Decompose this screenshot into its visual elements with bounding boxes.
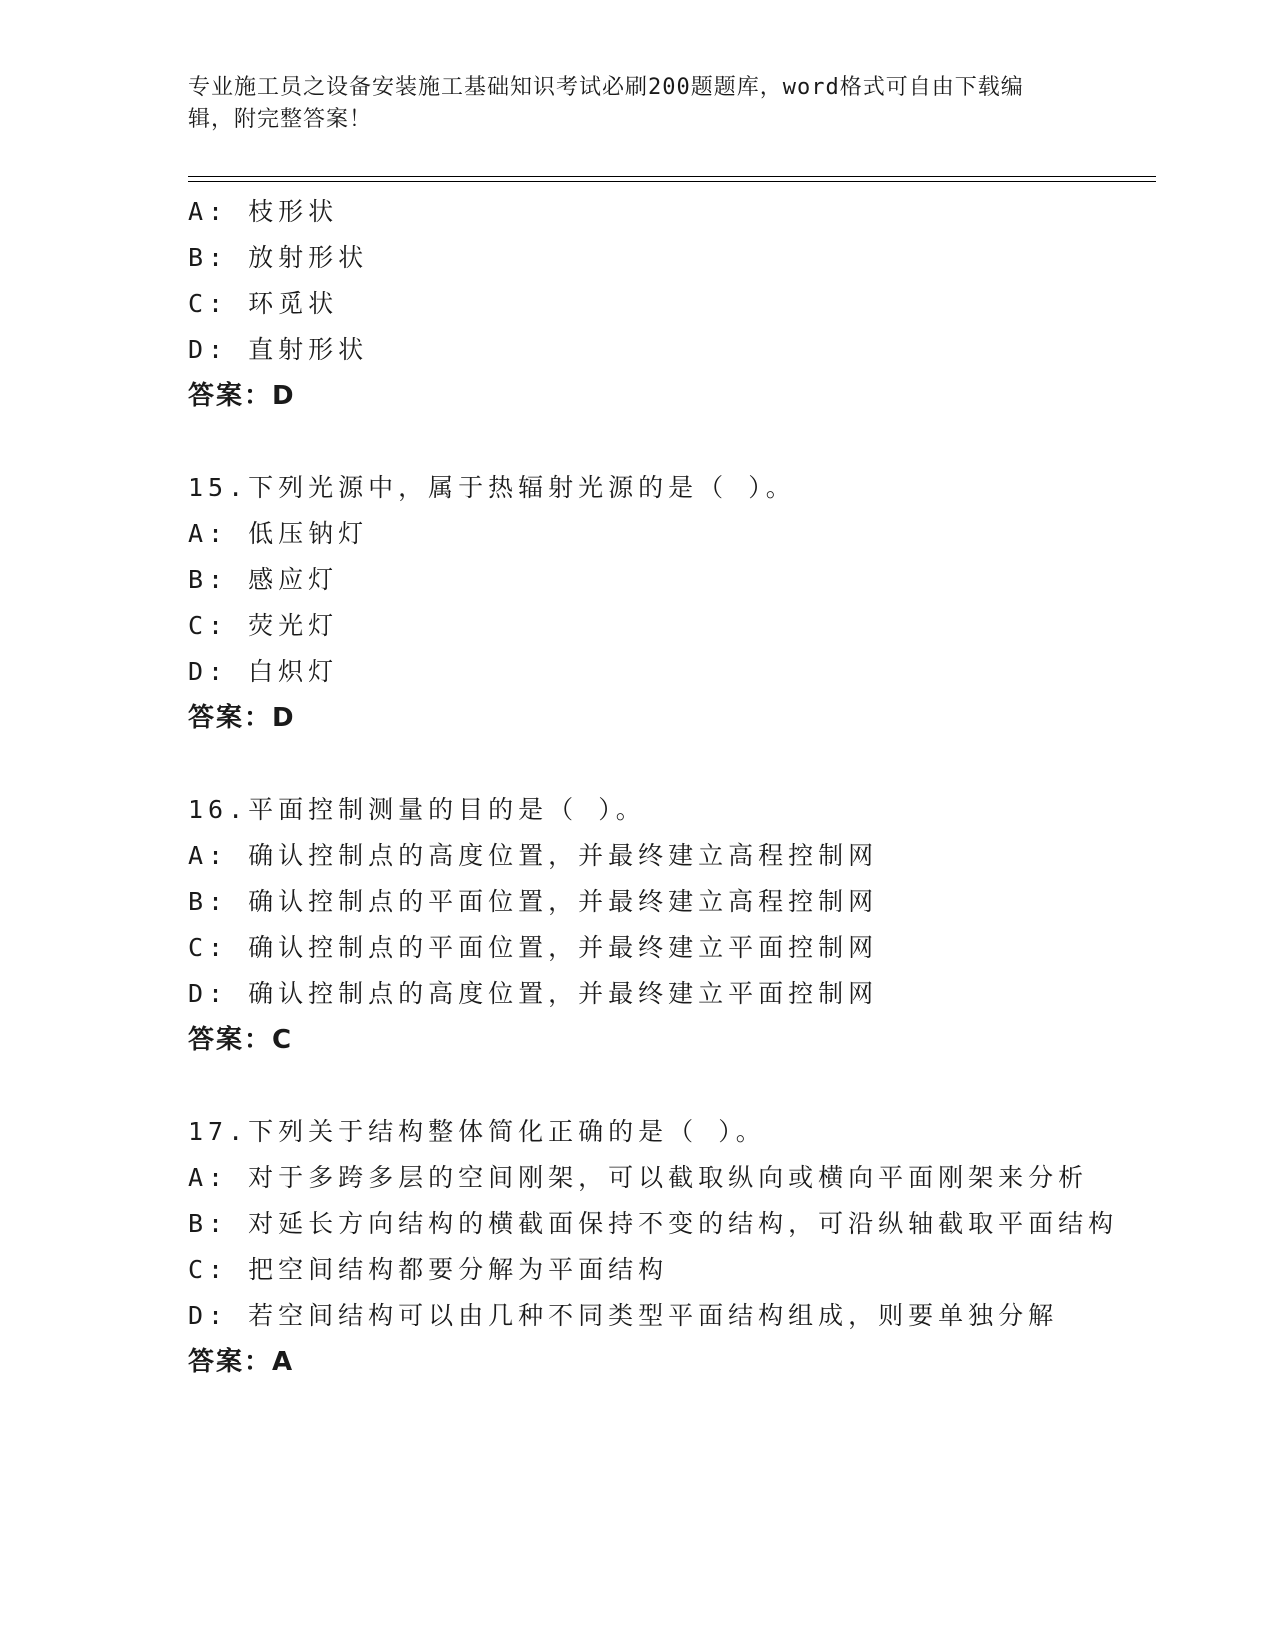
option-c: C: 把空间结构都要分解为平面结构: [188, 1255, 669, 1284]
question-text: 17.下列关于结构整体简化正确的是（ ）。: [188, 1117, 766, 1146]
question-text: 16.平面控制测量的目的是（ ）。: [188, 795, 646, 824]
option-c: C: 环觅状: [188, 289, 339, 318]
option-b: B: 对延长方向结构的横截面保持不变的结构，可沿纵轴截取平面结构: [188, 1209, 1119, 1238]
header-rule-top: [188, 176, 1156, 177]
answer-line: 答案：C: [188, 1025, 294, 1055]
block-spacer: [188, 1063, 1148, 1109]
question-block: [188, 189, 1148, 419]
question-block: [188, 465, 1148, 741]
answer-line: 答案：A: [188, 1347, 295, 1377]
option-c: C: 确认控制点的平面位置，并最终建立平面控制网: [188, 933, 879, 962]
option-c: C: 荧光灯: [188, 611, 339, 640]
header-rule-bottom: [188, 181, 1156, 182]
option-b: B: 感应灯: [188, 565, 339, 594]
option-b: B: 放射形状: [188, 243, 369, 272]
option-d: D: 直射形状: [188, 335, 369, 364]
option-a: A: 对于多跨多层的空间刚架，可以截取纵向或横向平面刚架来分析: [188, 1163, 1089, 1192]
block-spacer: [188, 419, 1148, 465]
option-b: B: 确认控制点的平面位置，并最终建立高程控制网: [188, 887, 879, 916]
question-block: [188, 787, 1148, 1063]
question-list: [188, 189, 1148, 1385]
option-a: A: 枝形状: [188, 197, 339, 226]
page-header: 专业施工员之设备安装施工基础知识考试必刷200题题库，word格式可自由下载编辑，附完整答案！: [188, 75, 1024, 132]
question-block: [188, 1109, 1148, 1385]
option-d: D: 若空间结构可以由几种不同类型平面结构组成，则要单独分解: [188, 1301, 1059, 1330]
option-a: A: 低压钠灯: [188, 519, 369, 548]
question-text: 15.下列光源中，属于热辐射光源的是（ ）。: [188, 473, 796, 502]
option-d: D: 白炽灯: [188, 657, 339, 686]
answer-line: 答案：D: [188, 703, 296, 733]
option-d: D: 确认控制点的高度位置，并最终建立平面控制网: [188, 979, 879, 1008]
option-a: A: 确认控制点的高度位置，并最终建立高程控制网: [188, 841, 879, 870]
block-spacer: [188, 741, 1148, 787]
answer-line: 答案：D: [188, 381, 296, 411]
